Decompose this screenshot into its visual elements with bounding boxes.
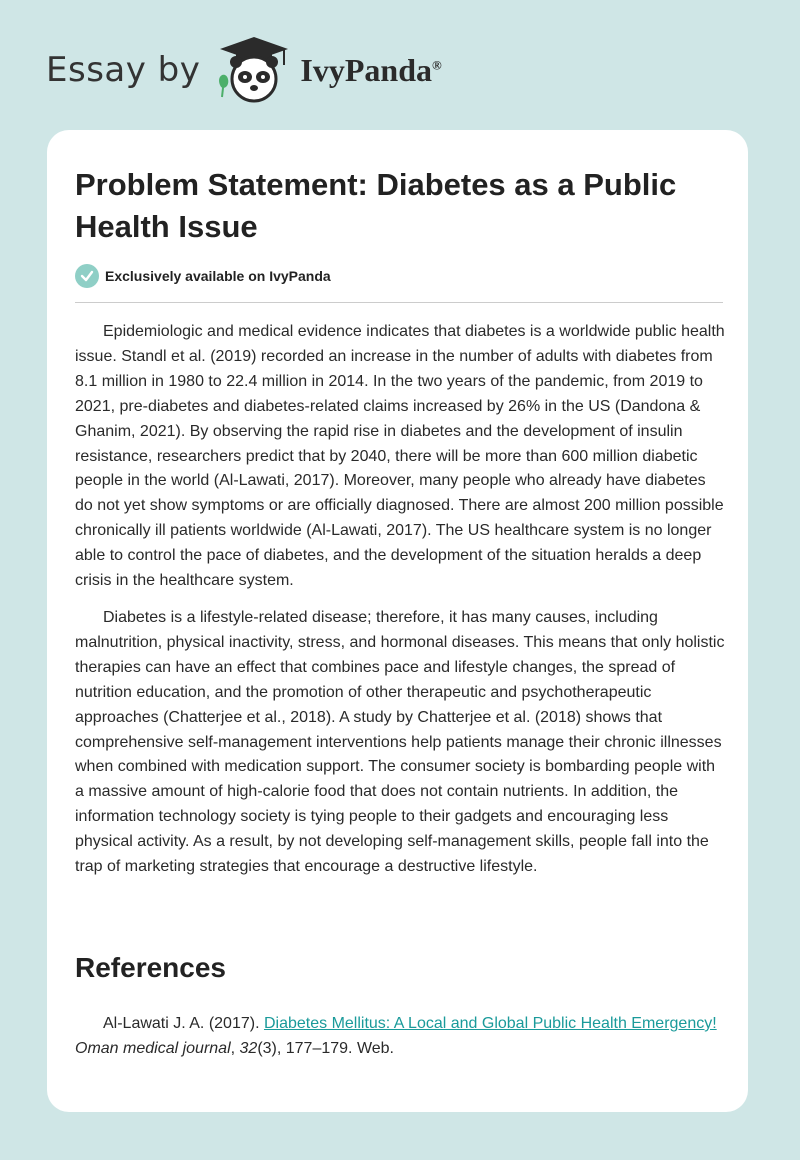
article-card	[47, 130, 748, 1112]
reference-author: Al-Lawati J. A. (2017).	[103, 1015, 260, 1032]
check-icon	[75, 264, 99, 288]
reference-pages: (3), 177–179. Web.	[257, 1039, 394, 1057]
references-heading: References	[75, 952, 226, 983]
exclusive-badge	[75, 264, 331, 288]
ivypanda-logo[interactable]	[214, 35, 441, 105]
paragraph: Diabetes is a lifestyle-related disease; therefore, it has many causes, including malnutrition, physical inactivity, stress, and hormonal diseases. This means that only holistic therapies can have an effect that combines pace and lifestyle changes, the spread of nutrition education, and the promotion of other therapeutic and psychotherapeutic approaches (Chatterjee et al., 2018). A study by Chatterjee et al. (2018) shows that comprehensive self-management interventions help patients manage their chronic illnesses when combined with medication support. The consumer society is bombarding people with a massive amount of high-calorie food that does not contain nutrients. In addition, the information technology society is tying people to their gadgets and encouraging less physical activity. As a result, by not developing self-management skills, people fall into the trap of marketing strategies that encourage a destructive lifestyle.	[75, 608, 725, 876]
reference-volume: 32	[239, 1039, 258, 1057]
site-header	[46, 30, 746, 110]
reference-item	[75, 1012, 725, 1062]
exclusive-label: Exclusively available on IvyPanda	[105, 268, 331, 284]
reference-link[interactable]: Diabetes Mellitus: A Local and Global Public Health Emergency!	[263, 1015, 717, 1032]
article-body	[75, 320, 725, 892]
reference-separator: ,	[230, 1039, 240, 1057]
page-title: Problem Statement: Diabetes as a Public Health Issue	[75, 167, 677, 244]
divider	[75, 302, 723, 303]
panda-logo-icon	[214, 35, 294, 105]
reference-journal: Oman medical journal	[75, 1039, 231, 1057]
brand-name: IvyPanda®	[300, 51, 442, 88]
registered-mark: ®	[431, 56, 442, 72]
paragraph: Epidemiologic and medical evidence indicates that diabetes is a worldwide public health issue. Standl et al. (2019) recorded an increase in the number of adults with diabetes from 8.1 million in 1980 to 22.4 million in 2014. In the two years of the pandemic, from 2019 to 2021, pre-diabetes and diabetes-related claims increased by 26% in the US (Dandona & Ghanim, 2021). By observing the rapid rise in diabetes and the development of insulin resistance, researchers predict that by 2040, there will be more than 600 million diabetic people in the world (Al-Lawati, 2017). Moreover, many people who already have diabetes do not yet show symptoms or are officially diagnosed. There are almost 200 million possible chronically ill patients worldwide (Al-Lawati, 2017). The US healthcare system is no longer able to control the pace of diabetes, and the development of the situation heralds a deep crisis in the healthcare system.	[75, 323, 725, 590]
essay-by-label: Essay by	[46, 50, 201, 90]
